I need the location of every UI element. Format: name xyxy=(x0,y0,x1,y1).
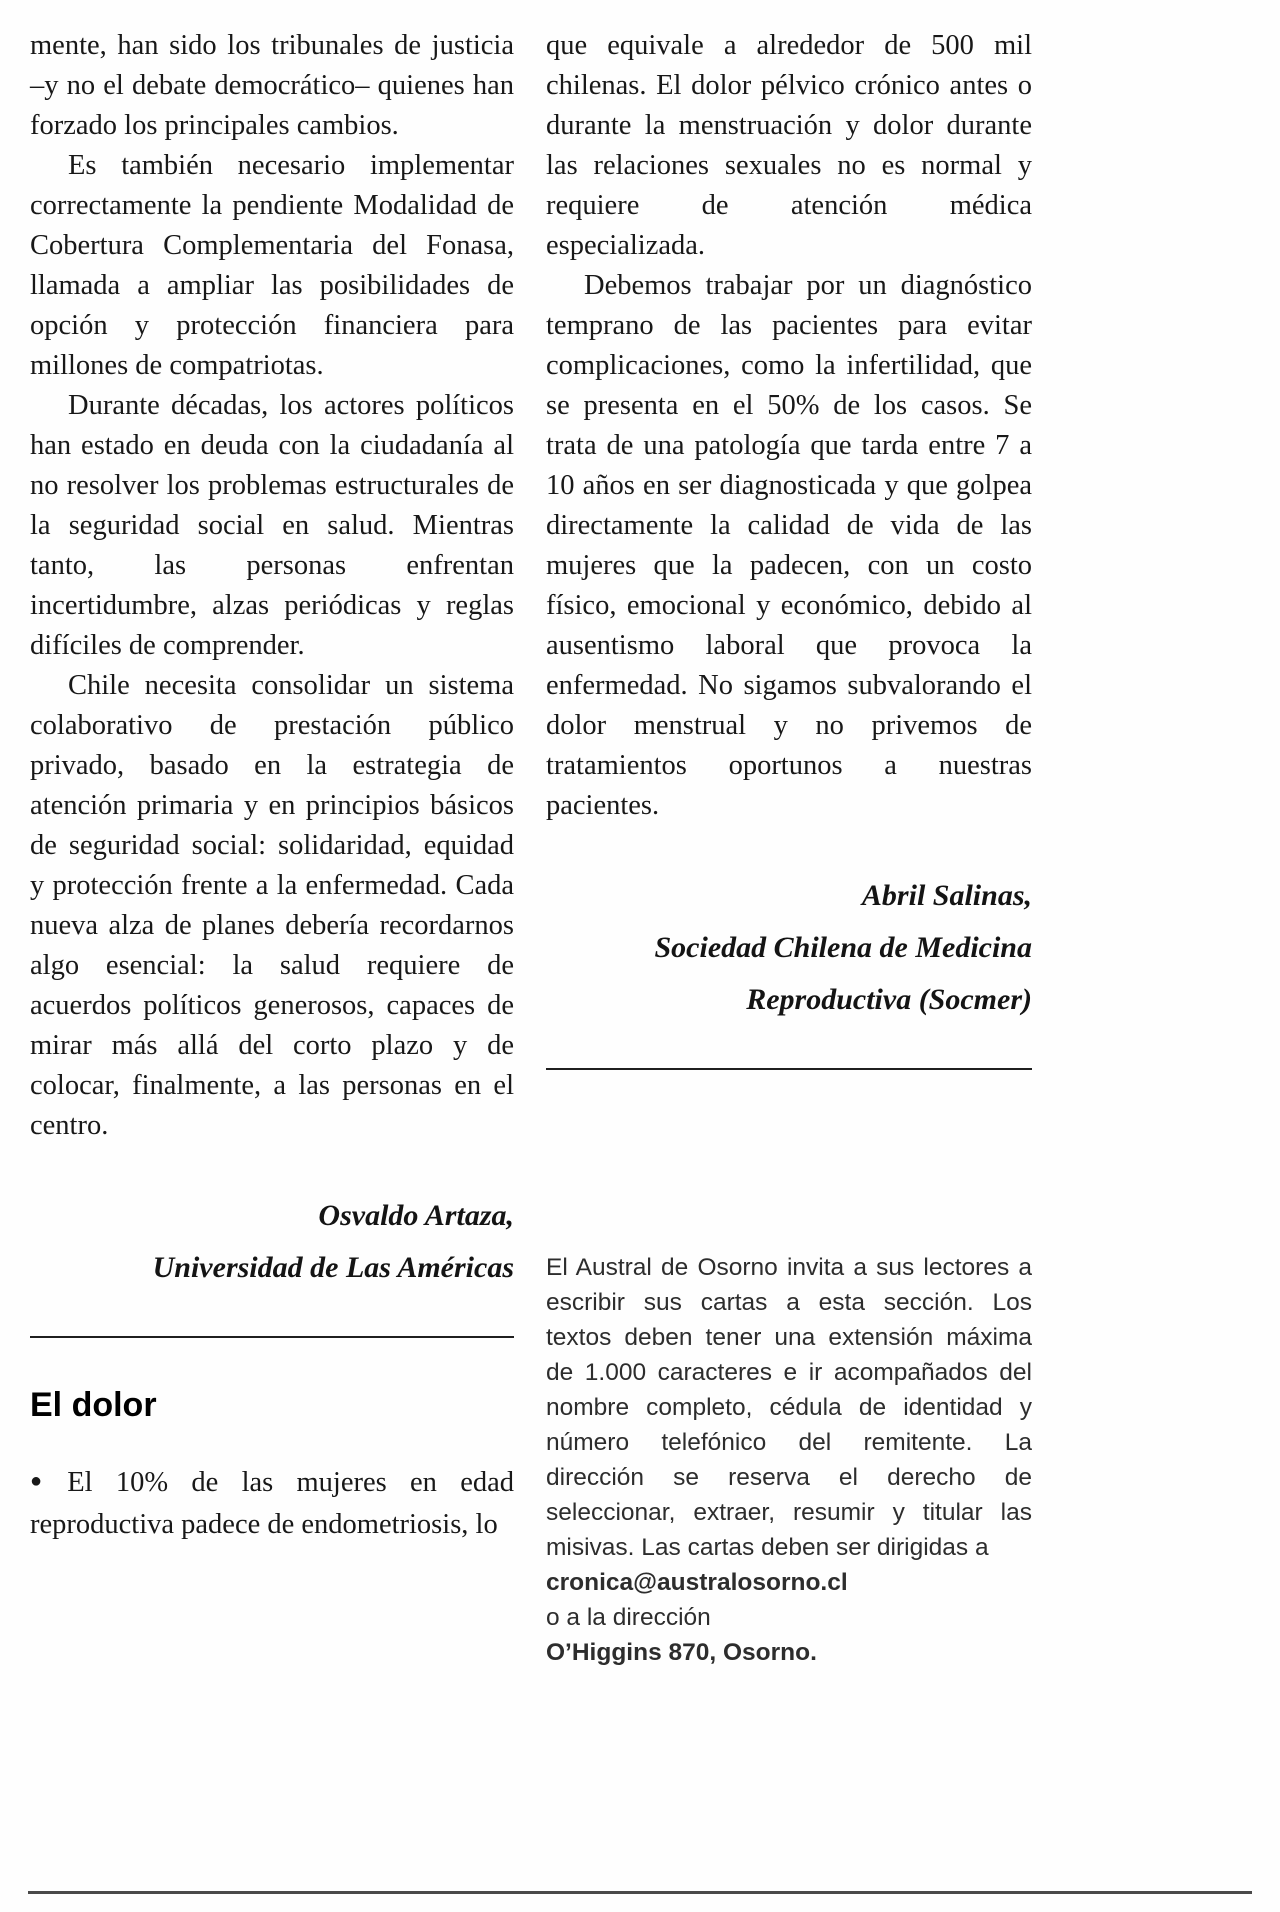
notice-email: cronica@australosorno.cl xyxy=(546,1569,848,1596)
letter-lead-text: El 10% de las mujeres en edad reproductiva padece de endometriosis, lo xyxy=(30,1467,514,1540)
signature-author: Abril Salinas, xyxy=(861,879,1032,912)
section-divider xyxy=(546,1068,1032,1070)
left-column xyxy=(30,26,514,1545)
notice-body: El Austral de Osorno invita a sus lectores a escribir sus cartas a esta sección. Los textos deben tener una extensión máxima de 1.000 caracteres e ir acompañados del nombre completo, cédula de identidad y número telefónico del remitente. La dirección se reserva el derecho de seleccionar, extraer, resumir y titular las misivas. Las cartas deben ser dirigidas a xyxy=(546,1254,1032,1561)
signature-author: Osvaldo Artaza, xyxy=(318,1199,514,1232)
article-paragraph: que equivale a alrededor de 500 mil chilenas. El dolor pélvico crónico antes o durante la menstruación y dolor durante las relaciones sexuales no es normal y requiere de atención médica especializada. xyxy=(546,30,1032,261)
section-divider xyxy=(30,1336,514,1338)
signature-affiliation: Universidad de Las Américas xyxy=(152,1251,514,1284)
letter-lead-paragraph xyxy=(30,1463,514,1545)
bullet-icon: ● xyxy=(30,1470,59,1492)
bottom-rule xyxy=(28,1891,1252,1894)
article-paragraph: Es también necesario implementar correctamente la pendiente Modalidad de Cobertura Complementaria del Fonasa, llamada a ampliar las posibilidades de opción y protección financiera para millones de compatriotas. xyxy=(30,150,514,381)
article-paragraph: Debemos trabajar por un diagnóstico temprano de las pacientes para evitar complicaciones, como la infertilidad, que se presenta en el 50% de los casos. Se trata de una patología que tarda entre 7 a 10 años en ser diagnosticada y que golpea directamente la calidad de vida de las mujeres que la padecen, con un costo físico, emocional y económico, debido al ausentismo laboral que provoca la enfermedad. No sigamos subvalorando el dolor menstrual y no privemos de tratamientos oportunos a nuestras pacientes. xyxy=(546,270,1032,821)
right-column xyxy=(546,26,1032,1670)
signature-affiliation: Sociedad Chilena de Medicina xyxy=(654,931,1032,964)
signature-affiliation: Reproductiva (Socmer) xyxy=(746,983,1032,1016)
reader-notice xyxy=(546,1250,1032,1670)
signature-left xyxy=(30,1190,514,1294)
article-paragraph: Durante décadas, los actores políticos han estado en deuda con la ciudadanía al no resolver los problemas estructurales de la seguridad social en salud. Mientras tanto, las personas enfrentan incertidumbre, alzas periódicas y reglas difíciles de comprender. xyxy=(30,390,514,661)
article-paragraph: Chile necesita consolidar un sistema colaborativo de prestación público privado, basado en la estrategia de atención primaria y en principios básicos de seguridad social: solidaridad, equidad y protección frente a la enfermedad. Cada nueva alza de planes debería recordarnos algo esencial: la salud requiere de acuerdos políticos generosos, capaces de mirar más allá del corto plazo y de colocar, finalmente, a las personas en el centro. xyxy=(30,670,514,1141)
letter-heading: El dolor xyxy=(30,1386,157,1424)
notice-address: O’Higgins 870, Osorno. xyxy=(546,1639,817,1666)
signature-right xyxy=(546,870,1032,1026)
article-paragraph: mente, han sido los tribunales de justicia –y no el debate democrático– quienes han forzado los principales cambios. xyxy=(30,30,514,141)
notice-middle: o a la dirección xyxy=(546,1604,711,1631)
